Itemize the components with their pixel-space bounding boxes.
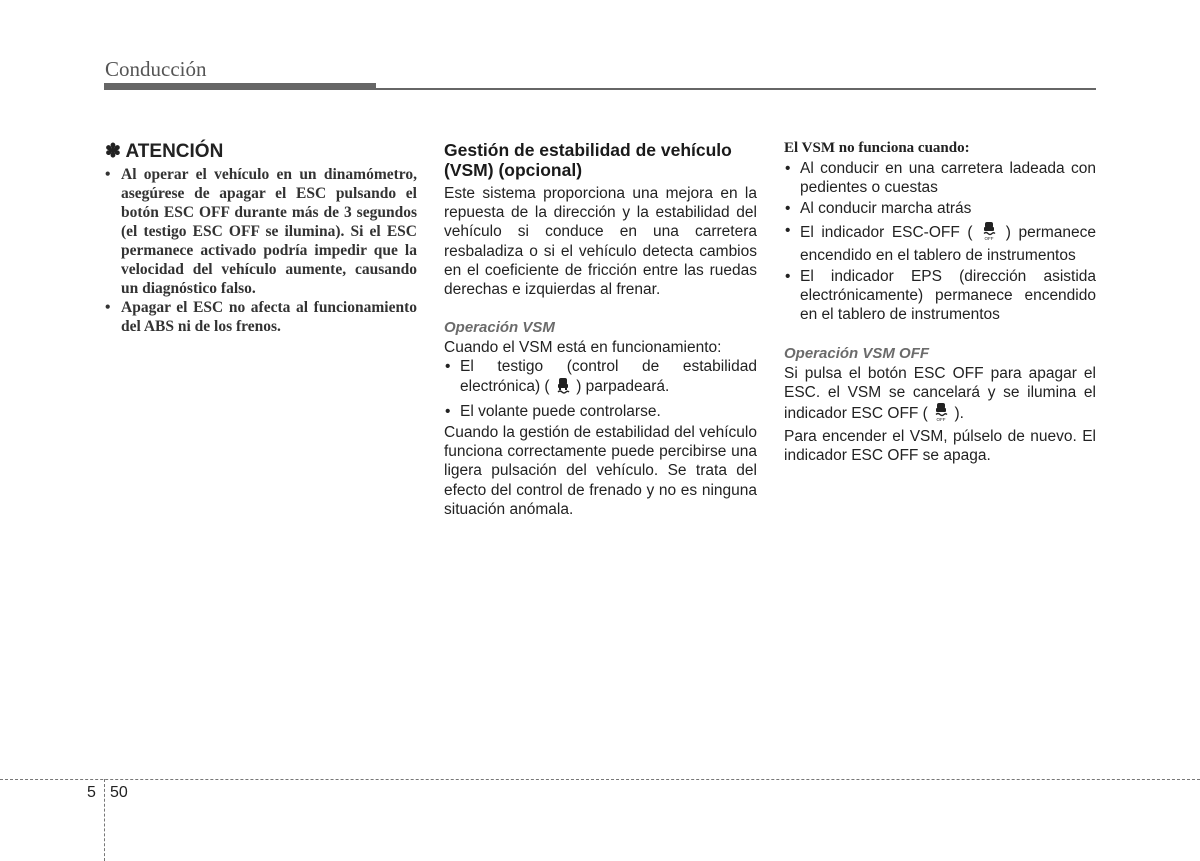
attention-title: ATENCIÓN [125,141,224,162]
asterisk-icon: ✽ [105,141,121,162]
svg-text:OFF: OFF [984,235,994,241]
section-header-title: Conducción [105,57,207,81]
esc-warning-icon [555,377,571,400]
vsm-conditions-section [784,140,1096,466]
list-item: • El testigo (control de estabilidad electrónica) ( ) parpadeará. [444,357,757,399]
list-item: • Al conducir en una carretera ladeada con pedientes o cuestas [784,159,1096,197]
vsm-not-working-title: El VSM no funciona cuando: [784,140,970,156]
vsm-off-title: Operación VSM OFF [784,344,930,362]
attention-box [105,140,417,336]
list-item: • El indicador EPS (dirección asistida electrónicamente) permanece encendido en el tablero de instrumentos [784,267,1096,325]
header-rule-thin [376,88,1096,90]
list-item: • El indicador ESC-OFF ( OFF ) permanece encendido en el tablero de instrumentos [784,221,1096,265]
attention-list [105,165,417,336]
esc-off-icon [981,221,997,246]
vsm-off-paragraph-2: Para encender el VSM, púlselo de nuevo. El indicador ESC OFF se apaga. [784,428,1096,465]
vsm-not-working-list [784,159,1096,325]
vsm-operation-lead: Cuando el VSM está en funcionamiento: [444,339,722,357]
header-rule-thick [104,83,376,90]
vsm-off-paragraph-1: Si pulsa el botón ESC OFF para apagar el ESC. el VSM se cancelará y se ilumina el indicador ESC OFF ( OFF ). [784,364,1096,428]
attention-item-abs: • Apagar el ESC no afecta al funcionamiento del ABS ni de los frenos. [105,298,417,336]
footer-rule [0,779,1200,780]
list-item: • El volante puede controlarse. [444,402,757,421]
attention-item-dynamometer: • Al operar el vehículo en un dinamómetro, asegúrese de apagar el ESC pulsando el botón ESC OFF durante más de 3 segundos (el testigo ESC OFF se ilumina). Si el ESC permanece activado podría impedir que la velocidad del vehículo aumente, causando un diagnóstico falso. [105,165,417,298]
vsm-section [444,140,757,519]
page-number: 50 [110,784,128,801]
vsm-title: Gestión de estabilidad de vehículo (VSM) (opcional) [444,140,732,180]
esc-off-icon [933,402,949,427]
footer-divider [104,779,105,861]
vsm-operation-title: Operación VSM [444,319,555,337]
svg-text:OFF: OFF [936,417,946,423]
vsm-operation-paragraph: Cuando la gestión de estabilidad del vehículo funciona correctamente puede percibirse una ligera pulsación del vehículo. Se trata del efecto del control de frenado y no es ninguna situación anómala. [444,424,757,518]
chapter-number: 5 [87,784,96,801]
list-item: • Al conducir marcha atrás [784,199,1096,218]
attention-heading [105,140,417,163]
vsm-intro: Este sistema proporciona una mejora en la repuesta de la dirección y la estabilidad del vehículo si conduce en una carretera resbaladiza o si el vehículo detecta cambios en el coeficiente de fricción entre las ruedas derechas e izquierdas al frenar. [444,185,757,299]
vsm-operation-list [444,357,757,421]
